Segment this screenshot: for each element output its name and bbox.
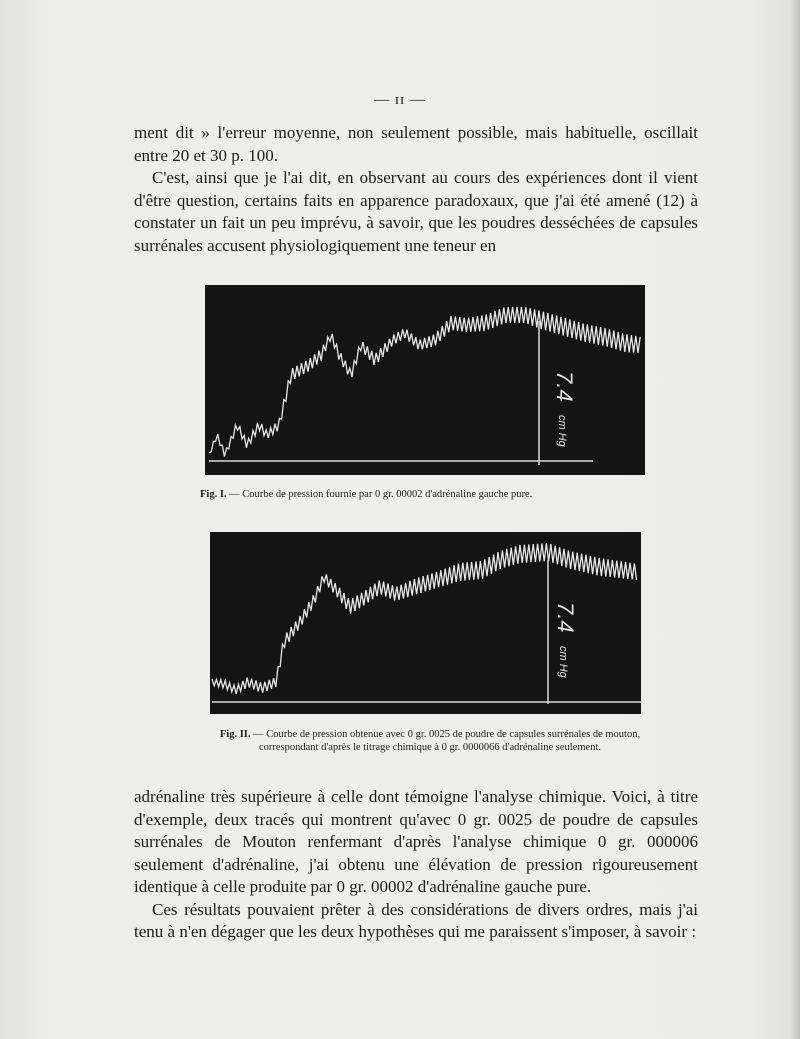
figure-2-caption-line2: correspondant d'après le titrage chimique à 0 gr. 0000066 d'adrénaline seulement. (258, 742, 601, 753)
figure-1-pressure-tracing (205, 285, 645, 475)
paragraph-hypotheses: Ces résultats pouvaient prêter à des considérations de divers ordres, mais j'ai tenu à n'en dégager que les deux hypothèses qui me paraissent s'imposer, à savoir : (134, 899, 698, 941)
paragraph-continued: ment dit » l'erreur moyenne, non seulement possible, mais habituelle, oscillait entre 20 et 30 p. 100. (134, 123, 698, 165)
figure-1-label: Fig. I. (200, 489, 227, 500)
page-number: — ɪɪ — (374, 92, 426, 108)
body-text-bottom (134, 786, 698, 944)
figure-2-caption-line1: — Courbe de pression obtenue avec 0 gr. 0025 de poudre de capsules surrénales de mouton, (253, 729, 641, 740)
figure-1-svg (205, 285, 645, 475)
paragraph-paradox: C'est, ainsi que je l'ai dit, en observant au cours des expériences dont il vient d'être question, certains faits en apparence paradoxaux, que j'ai été amené (12) à constater un fait un peu imprévu, à savoir, que les poudres desséchées de capsules surrénales accusent physiologiquement une teneur en (134, 168, 698, 255)
figure-1-annotation-value: 7.4 (552, 371, 577, 402)
figure-2-label: Fig. II. (219, 729, 251, 740)
figure-2-pressure-tracing (210, 532, 641, 714)
figure-2-annotation-value: 7.4 (553, 602, 578, 633)
figure-1-caption (200, 488, 660, 501)
figure-2-annotation (553, 602, 578, 679)
figure-1-caption-text: — Courbe de pression fournie par 0 gr. 00002 d'adrénaline gauche pure. (229, 489, 533, 500)
paragraph-comparison: adrénaline très supérieure à celle dont témoigne l'analyse chimique. Voici, à titre d'exemple, deux tracés qui montrent qu'avec 0 gr. 0025 de poudre de capsules surrénales de Mouton renfermant d'après l'analyse chimique 0 gr. 000006 seulement d'adrénaline, j'ai obtenu une élévation de pression rigoureusement identique à celle produite par 0 gr. 00002 d'adrénaline gauche pure. (134, 787, 698, 896)
page-edge-shadow (790, 0, 800, 1039)
figure-1-annotation-unit: cm Hg (556, 415, 568, 447)
figure-1-annotation (552, 371, 577, 448)
figure-2-caption (150, 728, 710, 754)
figure-2-annotation-unit: cm Hg (557, 646, 569, 678)
figure-2-svg (210, 532, 641, 714)
body-text-top (134, 122, 698, 257)
